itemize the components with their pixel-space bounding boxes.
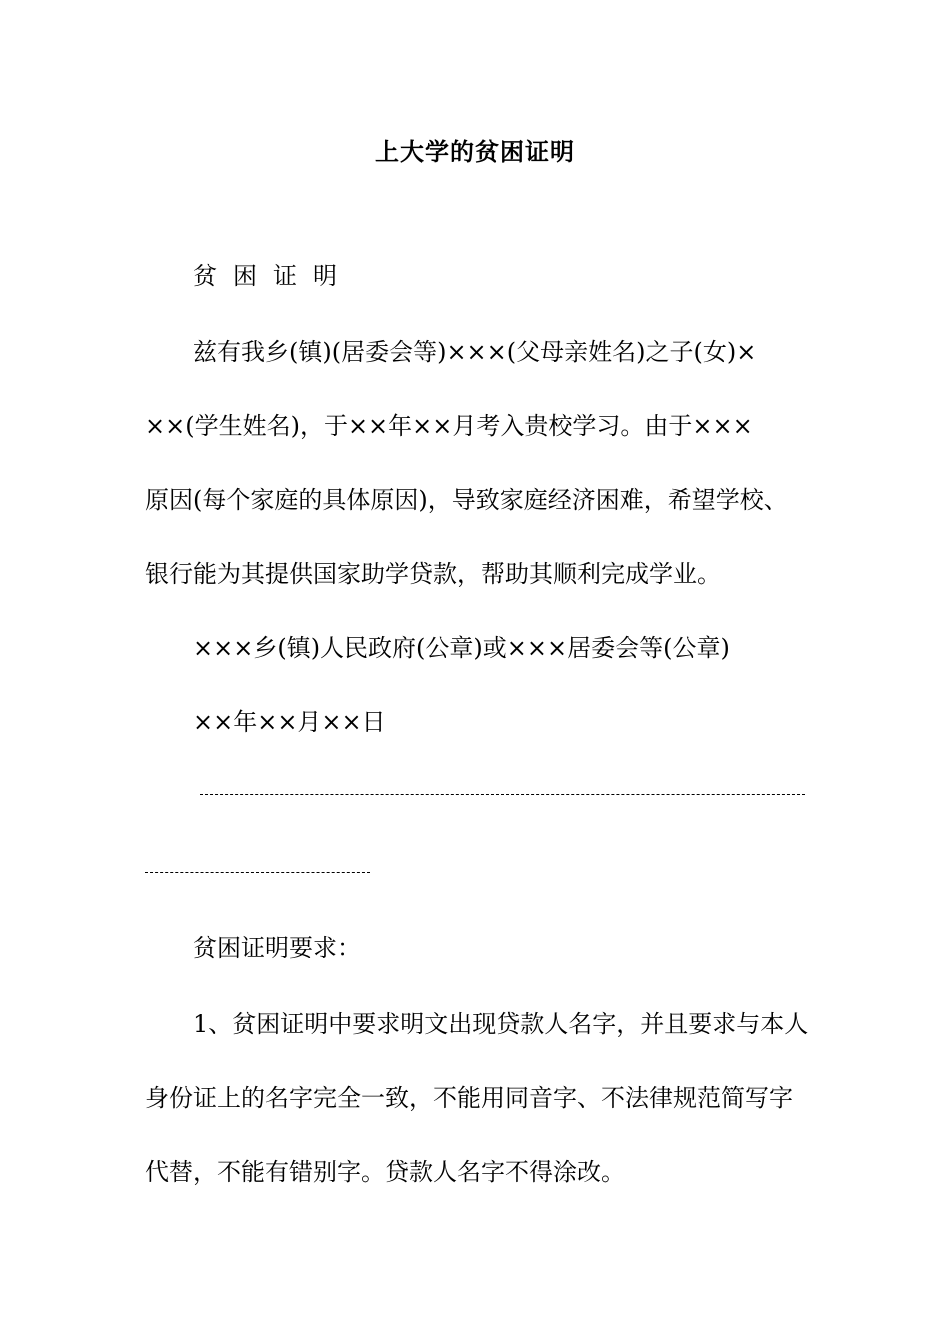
separator-line-continued bbox=[145, 872, 370, 873]
document-title: 上大学的贫困证明 bbox=[375, 138, 575, 166]
issuer-signature: ×××乡(镇)人民政府(公章)或×××居委会等(公章) bbox=[193, 634, 730, 662]
body-line-1: 兹有我乡(镇)(居委会等)×××(父母亲姓名)之子(女)× bbox=[193, 338, 757, 366]
requirement-item-line-3: 代替，不能有错别字。贷款人名字不得涂改。 bbox=[145, 1158, 625, 1186]
issue-date: ××年××月××日 bbox=[193, 708, 386, 736]
body-line-2: ××(学生姓名)，于××年××月考入贵校学习。由于××× bbox=[145, 412, 753, 440]
separator-line bbox=[200, 794, 805, 795]
body-line-4: 银行能为其提供国家助学贷款，帮助其顺利完成学业。 bbox=[145, 560, 721, 588]
certificate-heading: 贫困证明 bbox=[193, 262, 353, 290]
requirement-item-line-2: 身份证上的名字完全一致，不能用同音字、不法律规范简写字 bbox=[145, 1084, 793, 1112]
requirements-heading: 贫困证明要求： bbox=[193, 934, 361, 962]
requirement-item-line-1: 1、贫困证明中要求明文出现贷款人名字，并且要求与本人 bbox=[193, 1010, 809, 1038]
body-line-3: 原因(每个家庭的具体原因)，导致家庭经济困难，希望学校、 bbox=[145, 486, 788, 514]
